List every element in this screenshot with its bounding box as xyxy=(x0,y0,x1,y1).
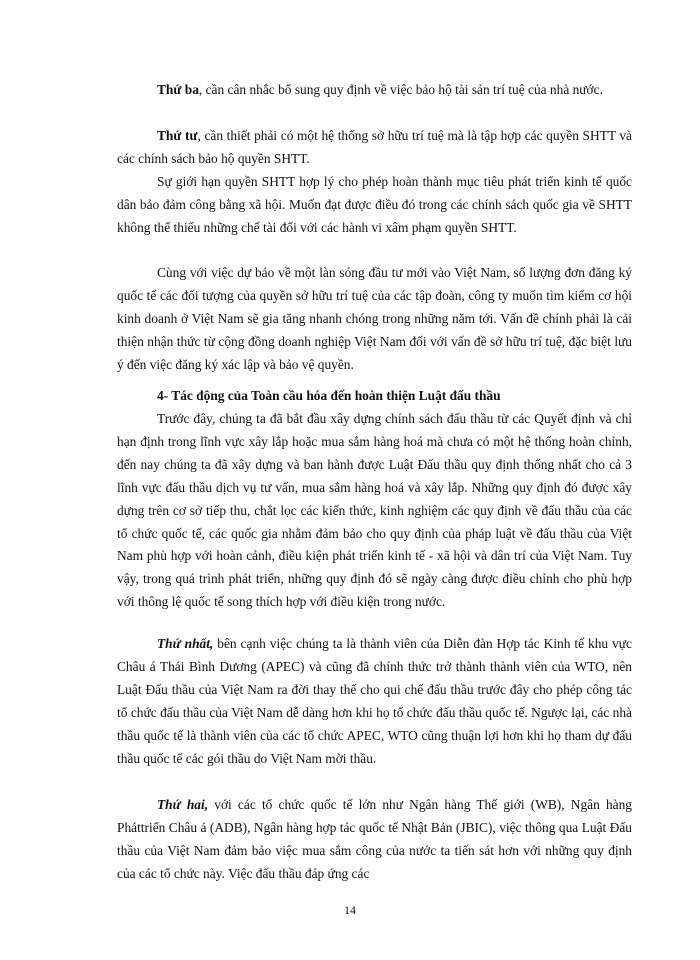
lead-thu-tu: Thứ tư xyxy=(157,128,198,143)
lead-thu-ba: Thứ ba xyxy=(157,82,199,97)
paragraph-thu-ba xyxy=(117,79,632,102)
text-thu-ba: , cần cân nhắc bổ sung quy định về việc bảo hộ tài sản trí tuệ của nhà nước. xyxy=(198,82,603,97)
paragraph-lan-song-dau-tu: Cùng với việc dự báo về một làn sóng đầu tư mới vào Việt Nam, số lượng đơn đăng ký quốc tế các đối tượng của quyền sở hữu trí tuệ của các tập đoàn, công ty muốn tìm kiếm cơ hội kinh doanh ở Việt Nam sẽ gia tăng nhanh chóng trong những năm tới. Vấn đề chính phải là cải thiện nhận thức từ cộng đồng doanh nghiệp Việt Nam đối với vấn đề sở hữu trí tuệ, đặc biệt lưu ý đến việc đăng ký xác lập và bảo vệ quyền. xyxy=(117,265,632,372)
section-heading: 4- Tác động của Toàn cầu hóa đến hoàn thiện Luật đấu thầu xyxy=(157,388,501,403)
text-thu-hai: với các tổ chức quốc tế lớn như Ngân hàng Thế giới (WB), Ngân hàng Pháttriển Châu á (ADB), Ngân hàng hợp tác quốc tế Nhật Bản (JBIC), việc thông qua Luật Đấu thầu của Việt Nam đảm bảo việc mua sắm công của nước ta tiến sát hơn với những quy định của các tổ chức này. Việc đấu thầu đáp ứng các xyxy=(117,797,632,881)
paragraph-thu-tu xyxy=(117,125,632,171)
lead-thu-nhat: Thứ nhất, xyxy=(157,636,214,651)
text-thu-nhat: bên cạnh việc chúng ta là thành viên của Diễn đàn Hợp tác Kinh tế khu vực Châu á Thái Bình Dương (APEC) và cũng đã chính thức trở thành thành viên của WTO, nên Luật Đấu thầu của Việt Nam ra đời thay thế cho qui chế đấu thầu trước đây cho phép công tác tổ chức đấu thầu của Việt Nam dễ dàng hơn khi họ tổ chức đấu thầu quốc tế. Ngược lại, các nhà thầu quốc tế là thành viên của các tổ chức APEC, WTO cũng thuận lợi hơn khi họ tham dự đấu thầu quốc tế các gói thầu do Việt Nam mời thầu. xyxy=(117,636,632,766)
text-thu-tu: , cần thiết phải có một hệ thống sở hữu trí tuệ mà là tập hợp các quyền SHTT và các chính sách bảo hộ quyền SHTT. xyxy=(117,128,632,166)
page-number: 14 xyxy=(344,903,356,917)
paragraph-gioi-han-shtt: Sự giới hạn quyền SHTT hợp lý cho phép hoàn thành mục tiêu phát triển kinh tế quốc dân bảo đảm công bằng xã hội. Muốn đạt được điều đó trong các chính sách quốc gia về SHTT không thể thiếu những chế tài đối với các hành vi xâm phạm quyền SHTT. xyxy=(117,174,632,235)
paragraph-thu-hai xyxy=(117,794,632,886)
lead-thu-hai: Thứ hai, xyxy=(157,797,209,812)
paragraph-chinh-sach-dau-thau: Trước đây, chúng ta đã bắt đầu xây dựng chính sách đấu thầu từ các Quyết định và chỉ hạn định trong lĩnh vực xây lắp hoặc mua sắm hàng hoá mà chưa có một hệ thống hoàn chỉnh, đến nay chúng ta đã xây dựng và ban hành được Luật Đấu thầu quy định thống nhất cho cả 3 lĩnh vực đấu thầu dịch vụ tư vấn, mua sắm hàng hoá và xây lắp. Những quy định đó được xây dựng trên cơ sở tiếp thu, chắt lọc các kiến thức, kinh nghiệm các quy định về đấu thầu của các tổ chức quốc tế, các quốc gia nhằm đảm bảo cho quy định của pháp luật về đấu thầu của Việt Nam phù hợp với hoàn cảnh, điều kiện phát triển kinh tế - xã hội và dân trí của Việt Nam. Tuy vậy, trong quá trình phát triển, những quy định đó sẽ ngày càng được điều chỉnh cho phù hợp với thông lệ quốc tế song thích hợp với điều kiện trong nước. xyxy=(117,411,632,610)
paragraph-thu-nhat xyxy=(117,633,632,770)
